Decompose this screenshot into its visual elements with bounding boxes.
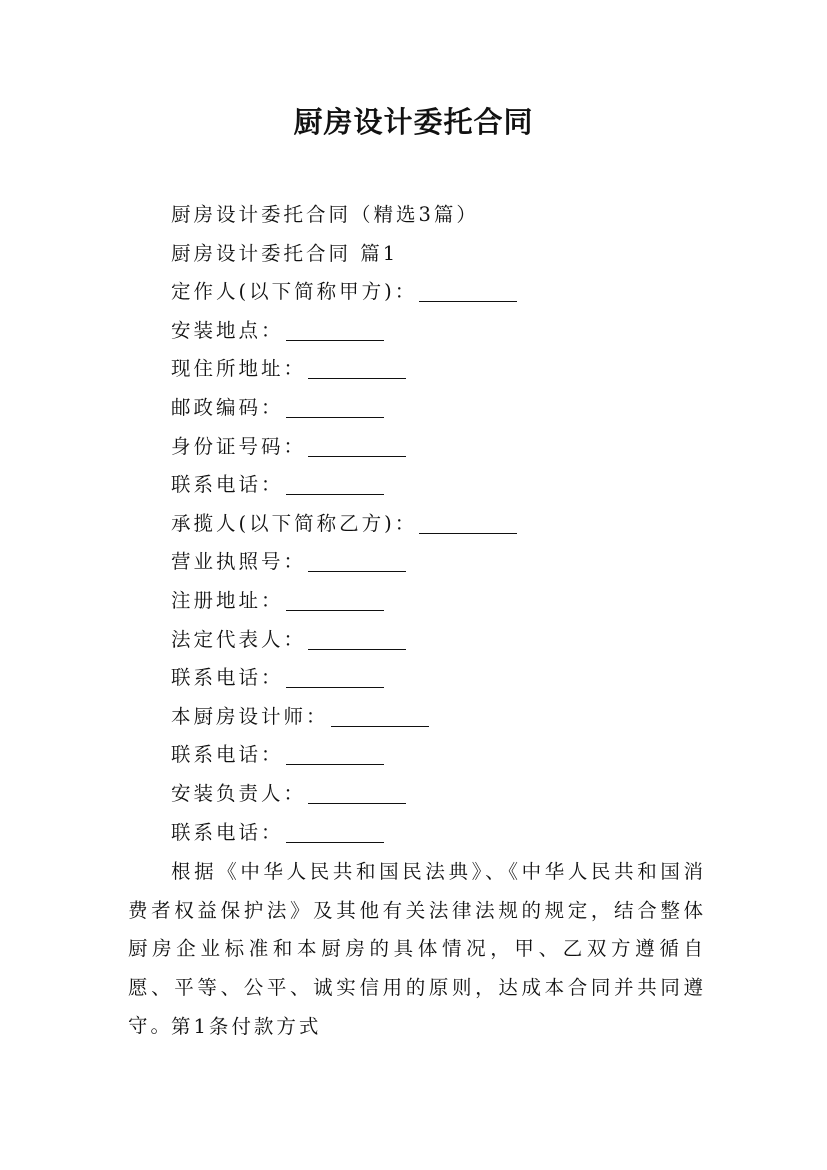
field-label: 联系电话：	[171, 820, 284, 844]
field-id-number	[171, 428, 711, 467]
fill-in-blank	[286, 395, 384, 418]
fill-in-blank	[308, 356, 406, 379]
field-party-a	[171, 273, 711, 312]
field-label: 联系电话：	[171, 473, 284, 497]
field-postal-code	[171, 389, 711, 428]
field-label: 本厨房设计师：	[171, 704, 329, 728]
field-label: 联系电话：	[171, 666, 284, 690]
fill-in-blank	[308, 781, 406, 804]
fill-in-blank	[286, 588, 384, 611]
field-legal-representative	[171, 621, 711, 660]
contract-header-lines	[171, 196, 711, 852]
field-phone-manager	[171, 814, 711, 853]
field-label: 邮政编码：	[171, 395, 284, 419]
field-phone-b	[171, 659, 711, 698]
field-label: 身份证号码：	[171, 434, 307, 458]
field-label: 定作人(以下简称甲方)：	[171, 280, 418, 304]
field-registered-address	[171, 582, 711, 621]
field-current-address	[171, 350, 711, 389]
field-label: 营业执照号：	[171, 550, 307, 574]
field-label: 承揽人(以下简称乙方)：	[171, 511, 418, 535]
field-label: 现住所地址：	[171, 357, 307, 381]
fill-in-blank	[286, 318, 384, 341]
fill-in-blank	[308, 627, 406, 650]
field-label: 安装负责人：	[171, 781, 307, 805]
field-label: 联系电话：	[171, 743, 284, 767]
article-heading: 第1条付款方式	[171, 1015, 322, 1038]
fill-in-blank	[308, 434, 406, 457]
field-business-license	[171, 543, 711, 582]
field-designer	[171, 698, 711, 737]
fill-in-blank	[419, 279, 517, 302]
fill-in-blank	[308, 549, 406, 572]
field-phone-a	[171, 466, 711, 505]
field-label: 注册地址：	[171, 588, 284, 612]
fill-in-blank	[286, 472, 384, 495]
fill-in-blank	[286, 820, 384, 843]
document-title: 厨房设计委托合同	[293, 105, 534, 139]
fill-in-blank	[419, 511, 517, 534]
field-party-b	[171, 505, 711, 544]
fill-in-blank	[286, 742, 384, 765]
subtitle-line: 厨房设计委托合同（精选3篇）	[171, 203, 479, 226]
fill-in-blank	[286, 665, 384, 688]
field-phone-designer	[171, 736, 711, 775]
section-heading: 厨房设计委托合同 篇1	[171, 241, 399, 265]
field-label: 法定代表人：	[171, 627, 307, 651]
fill-in-blank	[331, 704, 429, 727]
field-label: 安装地点：	[171, 318, 284, 342]
preamble-paragraph: 根据《中华人民共和国民法典》、《中华人民共和国消费者权益保护法》及其他有关法律法规的规定，结合整体厨房企业标准和本厨房的具体情况，甲、乙双方遵循自愿、平等、公平、诚实信用的原则，达成本合同并共同遵守。	[128, 860, 706, 1038]
field-install-manager	[171, 775, 711, 814]
field-install-location	[171, 312, 711, 351]
